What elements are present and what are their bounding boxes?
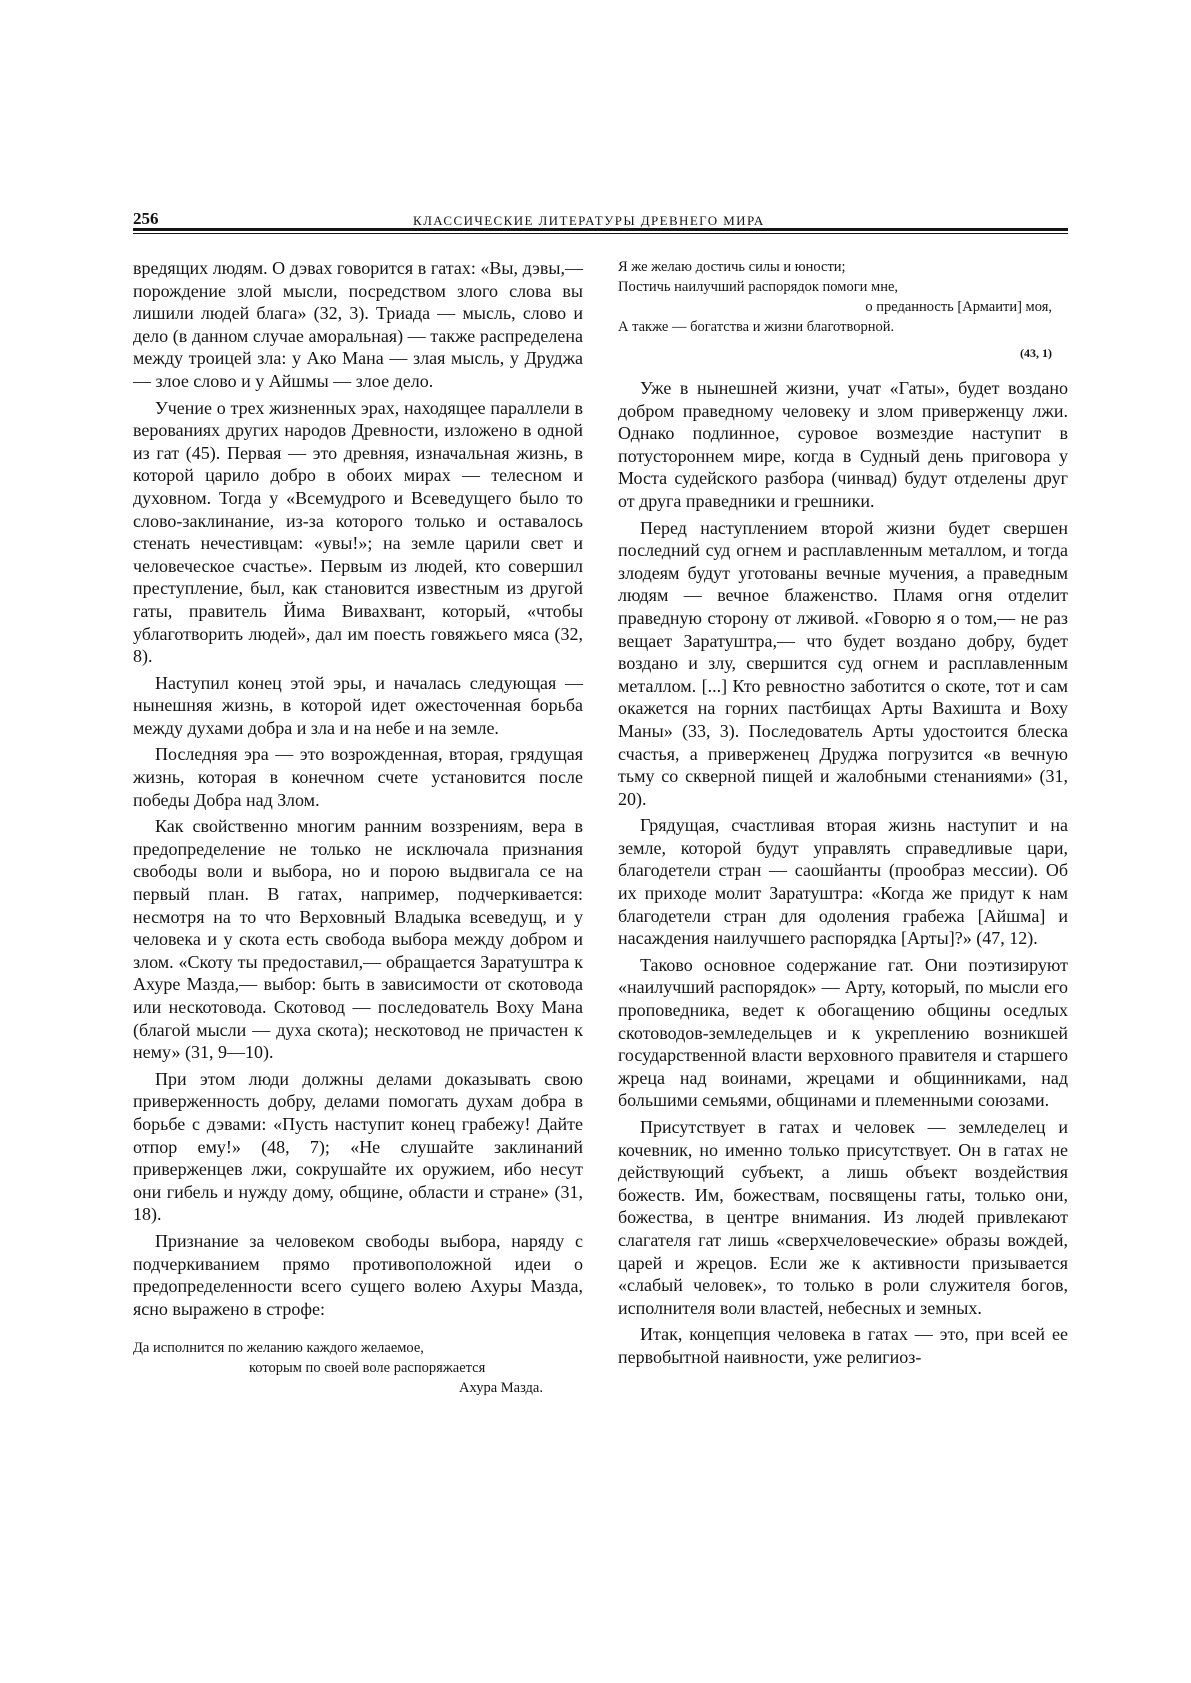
paragraph: Присутствует в гатах и человек — земледелец и кочевник, но именно только присутствует. Он в гатах не действующий субъект, а лишь объект воздействия божеств. Им, божествам, посвящены гаты, только они, божества, в центре внимания. Из людей привлекают слагателя гат лишь «сверхчеловеческие» образы вождей, царей и жрецов. Если же к активности призывается «слабый человек», то только в роли служителя богов, исполнителя воли властей, небесных и земных.	[618, 1117, 1068, 1318]
paragraph: Учение о трех жизненных эрах, находящее параллели в верованиях других народов Древности, изложено в одной из гат (45). Первая — это древняя, изначальная жизнь, в которой царило добро в обоих мирах — телесном и духовном. Тогда у «Всемудрого и Всеведущего было то слово-заклинание, из-за которого только и оставалось стенать нечестивцам: «увы!»; на земле царили свет и человеческое счастье». Первым из людей, кто совершил преступление, был, как становится известным из другой гаты, правитель Йима Вивахвант, который, «чтобы ублаготворить людей», дал им поесть говяжьего мяса (32, 8).	[133, 397, 583, 667]
verse-line: Я же желаю достичь силы и юности;	[618, 259, 846, 275]
verse-line: о преданность [Армаити] моя,	[865, 299, 1052, 315]
left-column	[133, 257, 583, 1398]
verse-line: которым по своей воле распоряжается	[249, 1360, 486, 1377]
paragraph: Как свойственно многим ранним воззрениям, вера в предопределение не только не исключала признания свободы воли и выбора, но и порою выдвигала се на первый план. В гатах, например, подчеркивается: несмотря на то что Верховный Владыка всеведущ, и у человека и у скота есть свобода выбора между добром и злом. «Скоту ты предоставил,— обращается Заратуштра к Ахуре Мазда,— выбор: быть в зависимости от скотовода или нескотовода. Скотовод — последователь Воху Мана (благой мысли — духа скота); нескотовод не причастен к нему» (31, 9—10).	[133, 816, 583, 1063]
paragraph: При этом люди должны делами доказывать свою приверженность добру, делами помогать духам добра в борьбе с дэвами: «Пусть наступит конец грабежу! Дайте отпор ему!» (48, 7); «Не слушайте заклинаний приверженцев лжи, сокрушайте их оружием, ибо несут они гибель и нужду дому, общине, области и стране» (31, 18).	[133, 1068, 583, 1225]
paragraph: Итак, концепция человека в гатах — это, при всей ее первобытной наивности, уже религиоз-	[618, 1324, 1068, 1367]
paragraph: Грядущая, счастливая вторая жизнь наступит и на земле, которой будут управлять справедливые цари, благодетели стран — саошйанты (прообраз мессии). Об их приходе молит Заратуштра: «Когда же придут к нам благодетели стран для одоления грабежа [Айшма] и насаждения наилучшего распорядка [Арты]?» (47, 12).	[618, 815, 1068, 949]
verse-line: Да исполнится по желанию каждого желаемое,	[133, 1340, 424, 1357]
header-rule	[133, 228, 1068, 231]
paragraph: Уже в нынешней жизни, учат «Гаты», будет воздано добром праведному человеку и злом приверженцу лжи. Однако подлинное, суровое возмездие наступит в потустороннем мире, когда в Судный день приговора у Моста судейского разбора (чинвад) будут отделены друг от друга праведники и грешники.	[618, 378, 1068, 511]
verse-line: Постичь наилучший распорядок помоги мне,	[618, 279, 899, 295]
verse-quote	[618, 257, 1068, 363]
page-header	[133, 203, 1068, 233]
paragraph: Таково основное содержание гат. Они поэтизируют «наилучший распорядок» — Арту, который, по мысли его проповедника, ведет к обогащению общины оседлых скотоводов-земледельцев и к укреплению возникшей государственной власти верховного правителя и старшего жреца над воинами, жрецами и общинниками, над большими семьями, общинами и племенными союзами.	[618, 954, 1068, 1111]
page-number: 256	[133, 209, 159, 228]
verse-citation: (43, 1)	[1020, 346, 1052, 360]
paragraph: Перед наступлением второй жизни будет свершен последний суд огнем и расплавленным металлом, и тогда злодеям будут уготованы вечные мучения, а праведным людям — вечное блаженство. Пламя огня отделит праведную сторону от лживой. «Говорю я о том,— не раз вещает Заратуштра,— что будет воздано добру, будет воздано и злу, свершится суд огнем и расплавленным металлом. [...] Кто ревностно заботится о скоте, тот и сам окажется на горних пастбищах Арты Вахишта и Воху Маны» (33, 3). Последователь Арты удостоится блеска счастья, а приверженец Друджа погрузится «в вечную тьму со скверной пищей и жалобными стенаниями» (31, 20).	[618, 517, 1068, 809]
verse-line: А также — богатства и жизни благотворной.	[618, 319, 895, 335]
paragraph: вредящих людям. О дэвах говорится в гатах: «Вы, дэвы,— порождение злой мысли, посредством злого слова вы лишили людей блага» (32, 3). Триада — мысль, слово и дело (в данном случае аморальная) — также распределена между троицей зла: у Ако Мана — злая мысль, у Друджа — злое слово и у Айшмы — злое дело.	[133, 258, 583, 391]
header-rule-thin	[133, 233, 1068, 234]
verse-line: Ахура Мазда.	[459, 1380, 543, 1397]
paragraph: Наступил конец этой эры, и началась следующая — нынешняя жизнь, в которой идет ожесточенная борьба между духами добра и зла и на небе и на земле.	[133, 672, 583, 738]
paragraph: Последняя эра — это возрожденная, вторая, грядущая жизнь, которая в конечном счете установится после победы Добра над Злом.	[133, 744, 583, 810]
right-column	[618, 257, 1068, 1373]
verse-quote	[133, 1338, 583, 1398]
paragraph: Признание за человеком свободы выбора, наряду с подчеркиванием прямо противоположной идеи о предопределенности всего сущего волею Ахуры Мазда, ясно выражено в строфе:	[133, 1230, 583, 1319]
running-title: КЛАССИЧЕСКИЕ ЛИТЕРАТУРЫ ДРЕВНЕГО МИРА	[413, 213, 765, 228]
